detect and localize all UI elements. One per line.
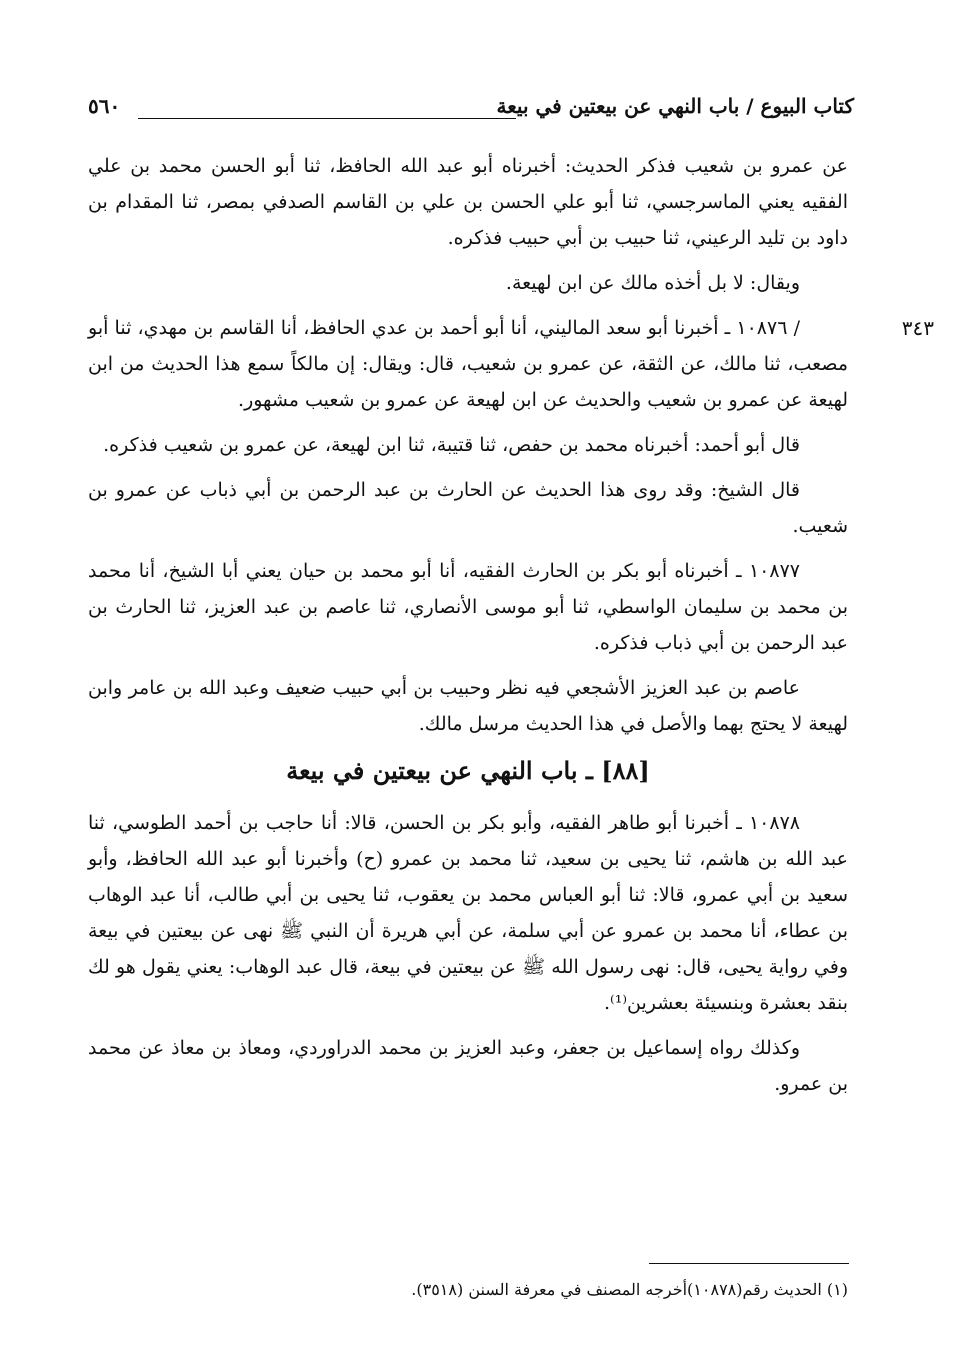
paragraph-6: ١٠٨٧٧ ـ أخبرناه أبو بكر بن الحارث الفقيه، أنا أبو محمد بن حيان يعني أبا الشيخ، أنا محمد بن محمد بن سليمان الواسطي، ثنا أبو موسى الأنصاري، ثنا عاصم بن عبد العزيز، ثنا الحارث بن عبد الرحمن بن أبي ذباب فذكره. xyxy=(88,560,848,654)
chapter-heading: [٨٨] ـ باب النهي عن بيعتين في بيعة xyxy=(286,756,650,785)
paragraph-7: عاصم بن عبد العزيز الأشجعي فيه نظر وحبيب بن أبي حبيب ضعيف وعبد الله بن عامر وابن لهيعة لا يحتج بهما والأصل في هذا الحديث مرسل مالك. xyxy=(88,677,848,735)
header-rule xyxy=(138,118,516,119)
running-header xyxy=(88,94,854,130)
footnote: (١) الحديث رقم(١٠٨٧٨)أخرجه المصنف في معرفة السنن (٣٥١٨). xyxy=(411,1280,848,1299)
paragraph-2: ويقال: لا بل أخذه مالك عن ابن لهيعة. xyxy=(505,272,800,294)
paragraph-3-block xyxy=(88,310,934,418)
paragraph-8: ١٠٨٧٨ ـ أخبرنا أبو طاهر الفقيه، وأبو بكر بن الحسن، قالا: أنا حاجب بن أحمد الطوسي، ثنا عبد الله بن هاشم، ثنا يحيى بن سعيد، ثنا محمد بن عمرو (ح) وأخبرنا أبو عبد الله الحافظ، وأبو سعيد بن أبي عمرو، قالا: ثنا أبو العباس محمد بن يعقوب، ثنا يحيى بن أبي طالب، أنا عبد الوهاب بن عطاء، أنا محمد بن عمرو عن أبي سلمة، عن أبي هريرة أن النبي ﷺ نهى عن بيعتين في بيعة وفي رواية يحيى، قال: نهى رسول الله ﷺ عن بيعتين في بيعة، قال عبد الوهاب: يعني يقول هو لك بنقد بعشرة وبنسيئة بعشرين⁽¹⁾. xyxy=(88,812,848,1014)
page-number: ٥٦٠ xyxy=(88,94,121,118)
header-title: كتاب البيوع / باب النهي عن بيعتين في بيعة xyxy=(496,94,854,118)
main-text xyxy=(88,148,934,1111)
paragraph-5: قال الشيخ: وقد روى هذا الحديث عن الحارث بن عبد الرحمن بن أبي ذباب عن عمرو بن شعيب. xyxy=(88,479,848,537)
paragraph-9: وكذلك رواه إسماعيل بن جعفر، وعبد العزيز بن محمد الدراوردي، ومعاذ بن معاذ عن محمد بن عمرو. xyxy=(88,1037,848,1095)
paragraph-4: قال أبو أحمد: أخبرناه محمد بن حفص، ثنا قتيبة، ثنا ابن لهيعة، عن عمرو بن شعيب فذكره. xyxy=(103,434,800,456)
paragraph-1: عن عمرو بن شعيب فذكر الحديث: أخبرناه أبو عبد الله الحافظ، ثنا أبو الحسن محمد بن علي الفقيه يعني الماسرجسي، ثنا أبو علي الحسن بن علي بن القاسم الصدفي بمصر، ثنا المقدام بن داود بن تليد الرعيني، ثنا حبيب بن أبي حبيب فذكره. xyxy=(88,155,848,249)
paragraph-3: / ١٠٨٧٦ ـ أخبرنا أبو سعد الماليني، أنا أبو أحمد بن عدي الحافظ، أنا القاسم بن مهدي، ثنا أبو مصعب، ثنا مالك، عن الثقة، عن عمرو بن شعيب، قال: ويقال: إن مالكاً سمع هذا الحديث من ابن لهيعة عن عمرو بن شعيب والحديث عن ابن لهيعة عن عمرو بن شعيب مشهور. xyxy=(88,317,848,411)
margin-page-reference: ٣٤٣ xyxy=(901,316,934,340)
footnote-separator xyxy=(649,1263,849,1264)
